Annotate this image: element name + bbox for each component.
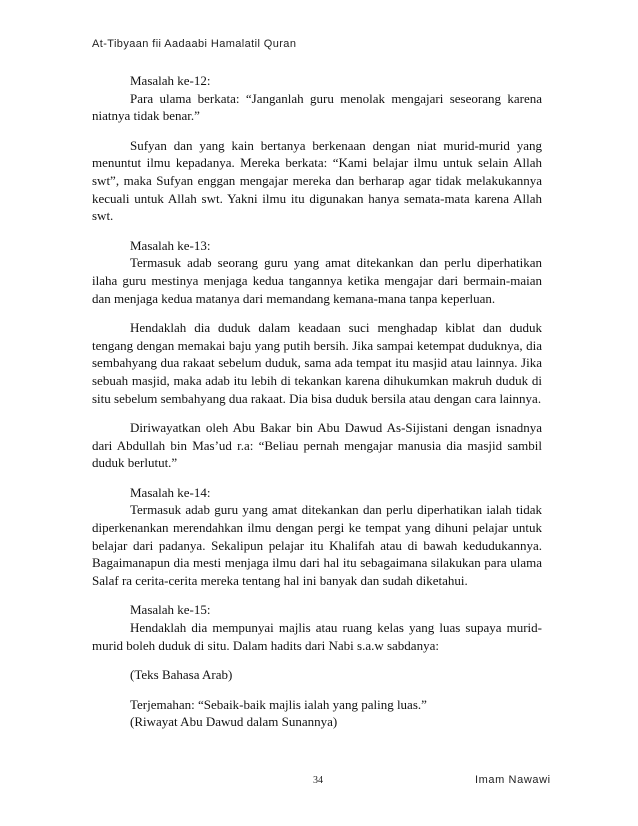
- paragraph: Termasuk adab guru yang amat ditekankan dan perlu diperhatikan ialah tidak diperkenankan merendahkan ilmu dengan pergi ke tempat yang dihuni pelajar untuk belajar dari padanya. Sekalipun pelajar itu Khalifah atau di bawah kedudukannya. Bagaimanapun dia mesti menjaga ilmu dari hal itu sebagaimana silakukan para ulama Salaf ra cerita-cerita mereka tentang hal ini banyak dan sudah diketahui.: [92, 502, 542, 588]
- arabic-text-placeholder: (Teks Bahasa Arab): [130, 667, 233, 683]
- paragraph: Termasuk adab seorang guru yang amat ditekankan dan perlu diperhatikan ilaha guru mestinya menjaga kedua tangannya ketika mengajar dari bermain-maian dan menjaga kedua matanya dari memandang kemana-mana tanpa keperluan.: [92, 255, 542, 306]
- paragraph: Diriwayatkan oleh Abu Bakar bin Abu Dawud As-Sijistani dengan isnadnya dari Abdullah bin Mas’ud r.a: “Beliau pernah mengajar manusia dia masjid sambil duduk berlutut.”: [92, 420, 542, 471]
- section-heading: Masalah ke-15:: [130, 602, 211, 618]
- paragraph: Para ulama berkata: “Janganlah guru menolak mengajari seseorang karena niatnya tidak benar.”: [92, 90, 542, 124]
- footer-author: Imam Nawawi: [475, 774, 551, 786]
- paragraph: Hendaklah dia duduk dalam keadaan suci menghadap kiblat dan duduk tengang dengan memakai baju yang putih bersih. Jika sampai ketempat duduknya, dia sembahyang dua rakaat sebelum duduk, sama ada tempat itu masjid atau lainnya. Jika sebuah masjid, maka adab itu lebih di tekankan karena dihukumkan makruh duduk di situ sebelum sembahyang dua rakaat. Dia bisa duduk bersila atau dengan cara lainnya.: [92, 320, 542, 406]
- paragraph: Hendaklah dia mempunyai majlis atau ruang kelas yang luas supaya murid-murid boleh duduk di situ. Dalam hadits dari Nabi s.a.w sabdanya:: [92, 620, 542, 653]
- section-heading: Masalah ke-14:: [130, 484, 211, 500]
- section-heading: Masalah ke-13:: [130, 237, 211, 253]
- citation-line: (Riwayat Abu Dawud dalam Sunannya): [130, 714, 338, 730]
- section-heading: Masalah ke-12:: [130, 73, 211, 88]
- body-text: [92, 72, 542, 731]
- translation-line: Terjemahan: “Sebaik-baik majlis ialah yang paling luas.”: [130, 696, 427, 712]
- paragraph: Sufyan dan yang kain bertanya berkenaan dengan niat murid-murid yang menuntut ilmu kepadanya. Mereka berkata: “Kami belajar ilmu untuk selain Allah swt”, maka Sufyan enggan mengajar mereka dan berharap agar tidak melakukannya kecuali untuk Allah swt. Yakni ilmu itu digunakan hanya semata-mata karena Allah swt.: [92, 137, 542, 224]
- page-number: 34: [313, 775, 323, 786]
- running-header: At-Tibyaan fii Aadaabi Hamalatil Quran: [92, 38, 297, 50]
